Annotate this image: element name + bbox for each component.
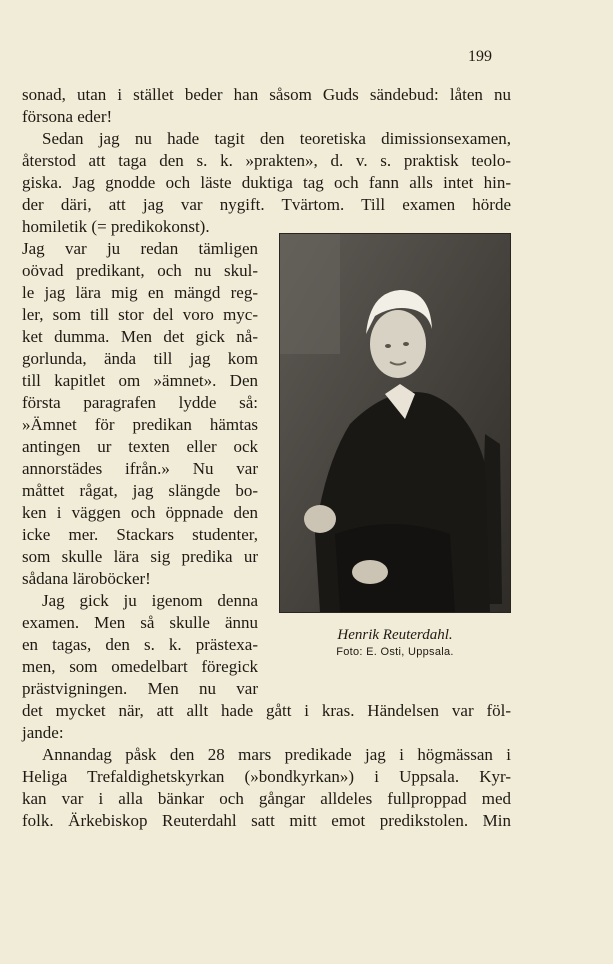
text-line: en tagas, den s. k. prästexa- — [22, 635, 258, 654]
text-line: första paragrafen lydde så: — [22, 393, 258, 412]
text-line: Sedan jag nu hade tagit den teoretiska dimissionsexamen, — [42, 129, 511, 148]
text-line: annorstädes ifrån.» Nu var — [22, 459, 258, 478]
text-line: oövad predikant, och nu skul- — [22, 261, 258, 280]
text-line: icke mer. Stackars studenter, — [22, 525, 258, 544]
text-line: ler, som till stor del voro myc- — [22, 305, 258, 324]
text-line: försona eder! — [22, 107, 113, 126]
text-line: men, som omedelbart föregick — [22, 657, 258, 676]
text-line: sådana läroböcker! — [22, 569, 151, 588]
photo-caption-credit: Foto: E. Osti, Uppsala. — [336, 646, 454, 658]
portrait-illustration — [280, 234, 510, 612]
text-line: der däri, att jag var nygift. Tvärtom. Till examen hörde — [22, 195, 511, 214]
text-line: återstod att taga den s. k. »prakten», d. v. s. praktisk teolo- — [22, 151, 511, 170]
text-line: måttet rågat, jag slängde bo- — [22, 481, 258, 500]
text-line: det mycket när, att allt hade gått i kras. Händelsen var föl- — [22, 701, 511, 720]
text-line: gorlunda, ända till jag kom — [22, 349, 258, 368]
text-line: folk. Ärkebiskop Reuterdahl satt mitt emot predikstolen. Min — [22, 811, 511, 830]
text-line: jande: — [22, 723, 64, 742]
page-number: 199 — [468, 48, 492, 65]
text-line: Annandag påsk den 28 mars predikade jag i högmässan i — [42, 745, 511, 764]
text-line: som skulle lära sig predika ur — [22, 547, 258, 566]
text-line: till kapitlet om »ämnet». Den — [22, 371, 258, 390]
text-line: homiletik (= predikokonst). — [22, 217, 210, 236]
text-line: Jag var ju redan tämligen — [22, 239, 258, 258]
text-line: Heliga Trefaldighetskyrkan (»bondkyrkan») i Uppsala. Kyr- — [22, 767, 511, 786]
photo-caption-name: Henrik Reuterdahl. — [337, 627, 453, 643]
text-line: ken i väggen och öppnade den — [22, 503, 258, 522]
portrait-photo — [279, 233, 511, 613]
text-line: le jag lära mig en mängd reg- — [22, 283, 258, 302]
text-line: prästvigningen. Men nu var — [22, 679, 258, 698]
text-line: ket dumma. Men det gick nå- — [22, 327, 258, 346]
text-line: »Ämnet för predikan hämtas — [22, 415, 258, 434]
text-line: sonad, utan i stället beder han såsom Guds sändebud: låten nu — [22, 85, 511, 104]
text-line: antingen ur texten eller ock — [22, 437, 258, 456]
text-line: Jag gick ju igenom denna — [42, 591, 258, 610]
text-line: examen. Men så skulle ännu — [22, 613, 258, 632]
text-line: kan var i alla bänkar och gångar alldeles fullproppad med — [22, 789, 511, 808]
text-line: giska. Jag gnodde och läste duktiga tag och fann alls intet hin- — [22, 173, 511, 192]
